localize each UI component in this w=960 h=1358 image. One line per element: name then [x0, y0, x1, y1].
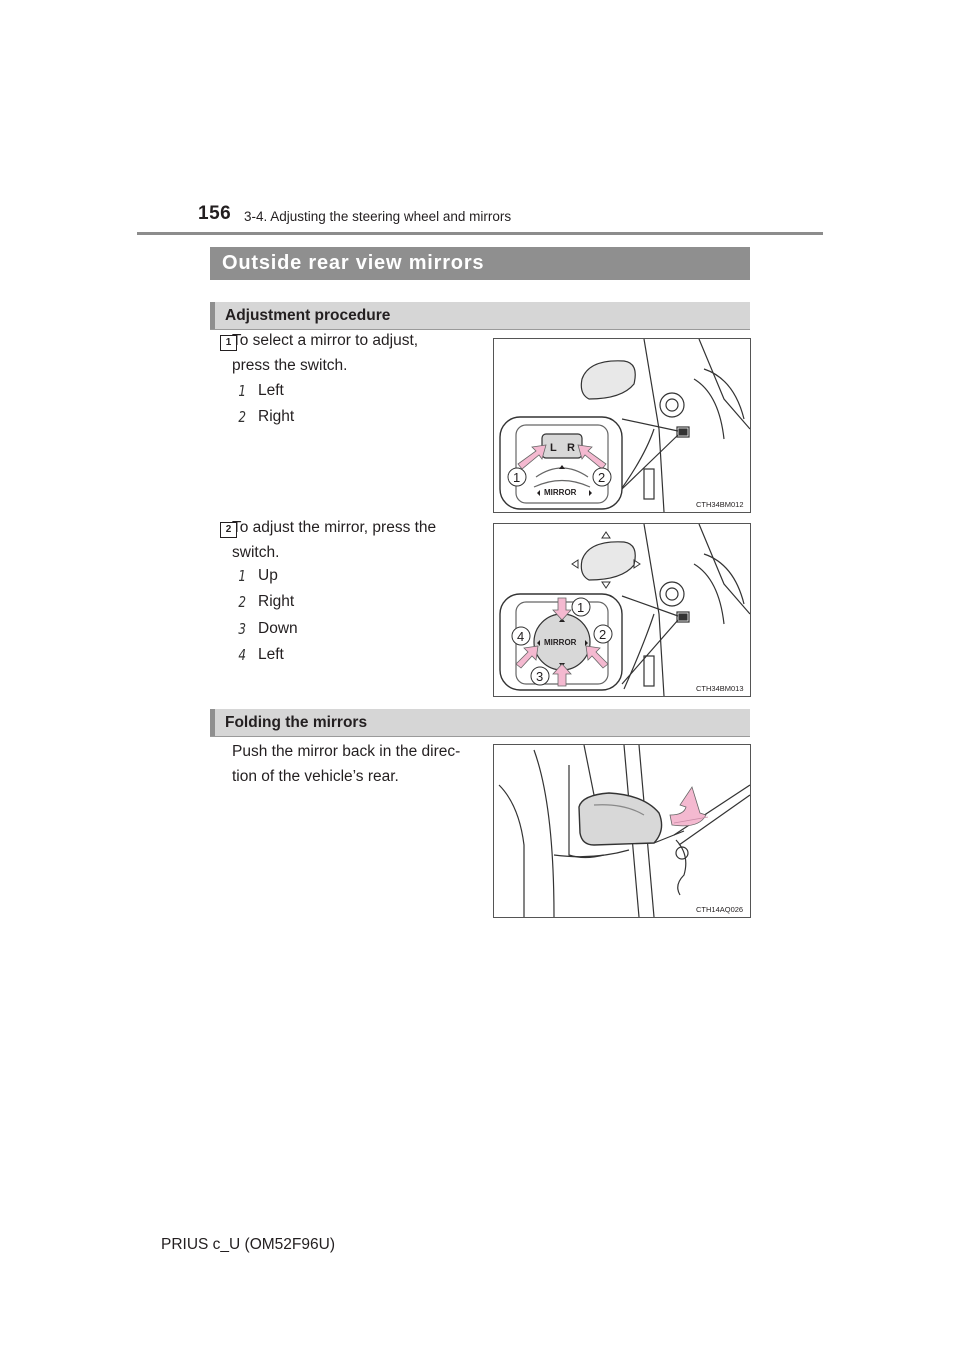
- step-2-line-2: switch.: [232, 544, 280, 561]
- step-1-line-2: press the switch.: [232, 357, 348, 374]
- adjustment-heading: Adjustment procedure: [225, 306, 391, 324]
- step-1-text: [215, 328, 477, 378]
- callout-2: 2: [598, 470, 606, 485]
- callout-3: 3: [536, 669, 544, 684]
- folding-line-2: tion of the vehicle’s rear.: [232, 768, 399, 785]
- list-item: 3 Down: [238, 620, 298, 638]
- callout-4: 4: [517, 629, 525, 644]
- callout-2: 2: [599, 627, 607, 642]
- dial-label: MIRROR: [544, 488, 577, 497]
- step-2-text: [215, 515, 477, 565]
- page-number: 156: [198, 203, 232, 224]
- callout-1: 1: [577, 600, 585, 615]
- section-title-bar: [210, 247, 750, 280]
- folding-heading: Folding the mirrors: [225, 713, 368, 731]
- step-1-badge: 1: [220, 335, 237, 351]
- list-item: 1 Left: [238, 382, 284, 400]
- figure-code: CTH34BM012: [696, 500, 744, 509]
- figure-code: CTH14AQ026: [696, 905, 744, 914]
- step-2-line-1: To adjust the mirror, press the: [232, 519, 437, 536]
- list-item: 2 Right: [238, 408, 295, 426]
- dial-label: MIRROR: [544, 638, 577, 647]
- fold-arrow: [670, 787, 706, 826]
- switch-left-label: L: [550, 442, 557, 454]
- figure-select-mirror: [493, 338, 751, 513]
- folding-heading-bar: [210, 709, 750, 737]
- list-item: 2 Right: [238, 593, 295, 611]
- list-item: 4 Left: [238, 646, 284, 664]
- running-title: 3-4. Adjusting the steering wheel and mirrors: [244, 209, 512, 224]
- figure-folding-mirror: [493, 744, 751, 918]
- folding-text: [215, 739, 477, 789]
- footer-model: PRIUS c_U (OM52F96U): [161, 1236, 335, 1253]
- section-title: Outside rear view mirrors: [222, 252, 485, 274]
- header-rule: [137, 232, 823, 235]
- step-2-badge: 2: [220, 522, 237, 538]
- callout-1: 1: [513, 470, 521, 485]
- folding-line-1: Push the mirror back in the direc-: [232, 743, 461, 760]
- figure-adjust-mirror: [493, 523, 751, 697]
- step-1-line-1: To select a mirror to adjust,: [232, 332, 419, 349]
- adjustment-heading-bar: [210, 302, 750, 330]
- switch-right-label: R: [567, 442, 575, 454]
- figure-code: CTH34BM013: [696, 684, 744, 693]
- list-item: 1 Up: [238, 567, 278, 585]
